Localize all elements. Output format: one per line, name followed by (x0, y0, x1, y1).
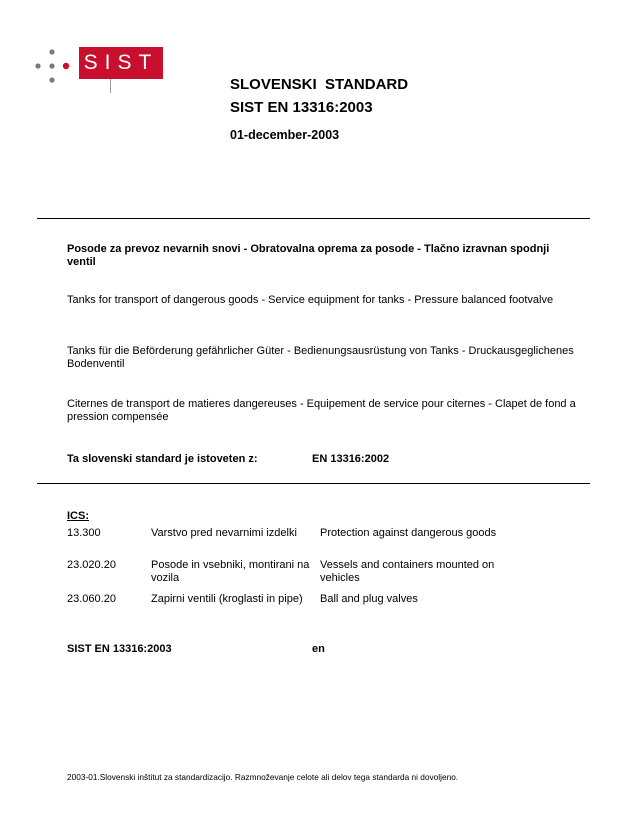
ics-description-en: Ball and plug valves (320, 593, 418, 605)
document-id: SIST EN 13316:2003 (67, 643, 172, 655)
sist-logo: SIST (79, 47, 163, 79)
ics-code: 23.020.20 (67, 559, 116, 571)
title-slovenian: Posode za prevoz nevarnih snovi - Obratovalna oprema za posode - Tlačno izravnan spodnji ventil (67, 243, 550, 268)
ics-code: 23.060.20 (67, 593, 116, 605)
top-divider (37, 218, 590, 219)
ics-description-sl: Varstvo pred nevarnimi izdelki (151, 527, 297, 539)
ics-description-sl: Posode in vsebniki, montirani na vozila (151, 559, 310, 584)
document-language: en (312, 643, 325, 655)
standard-type: SLOVENSKI STANDARD (230, 76, 409, 93)
logo-divider (110, 79, 111, 93)
standard-date: 01-december-2003 (230, 128, 340, 142)
ics-heading: ICS: (67, 510, 89, 522)
title-german: Tanks für die Beförderung gefährlicher Güter - Bedienungsausrüstung von Tanks - Druckausgeglichenes Bodenventil (67, 345, 574, 370)
copyright-footer: 2003-01.Slovenski inštitut za standardizacijo. Razmnoževanje celote ali delov tega standarda ni dovoljeno. (67, 772, 459, 782)
ics-description-sl: Zapirni ventili (kroglasti in pipe) (151, 593, 303, 605)
identical-to-label: Ta slovenski standard je istoveten z: (67, 453, 258, 465)
title-french: Citernes de transport de matieres dangereuses - Equipement de service pour citernes - Clapet de fond a pression compensée (67, 398, 576, 423)
title-english: Tanks for transport of dangerous goods - Service equipment for tanks - Pressure balanced footvalve (67, 294, 554, 306)
identical-to-value: EN 13316:2002 (312, 453, 390, 465)
ics-description-en: Protection against dangerous goods (320, 527, 497, 539)
sist-logo-dots (30, 48, 74, 84)
ics-code: 13.300 (67, 527, 101, 539)
standard-number: SIST EN 13316:2003 (230, 99, 373, 116)
middle-divider (37, 483, 590, 484)
ics-description-en: Vessels and containers mounted on vehicles (320, 559, 495, 584)
